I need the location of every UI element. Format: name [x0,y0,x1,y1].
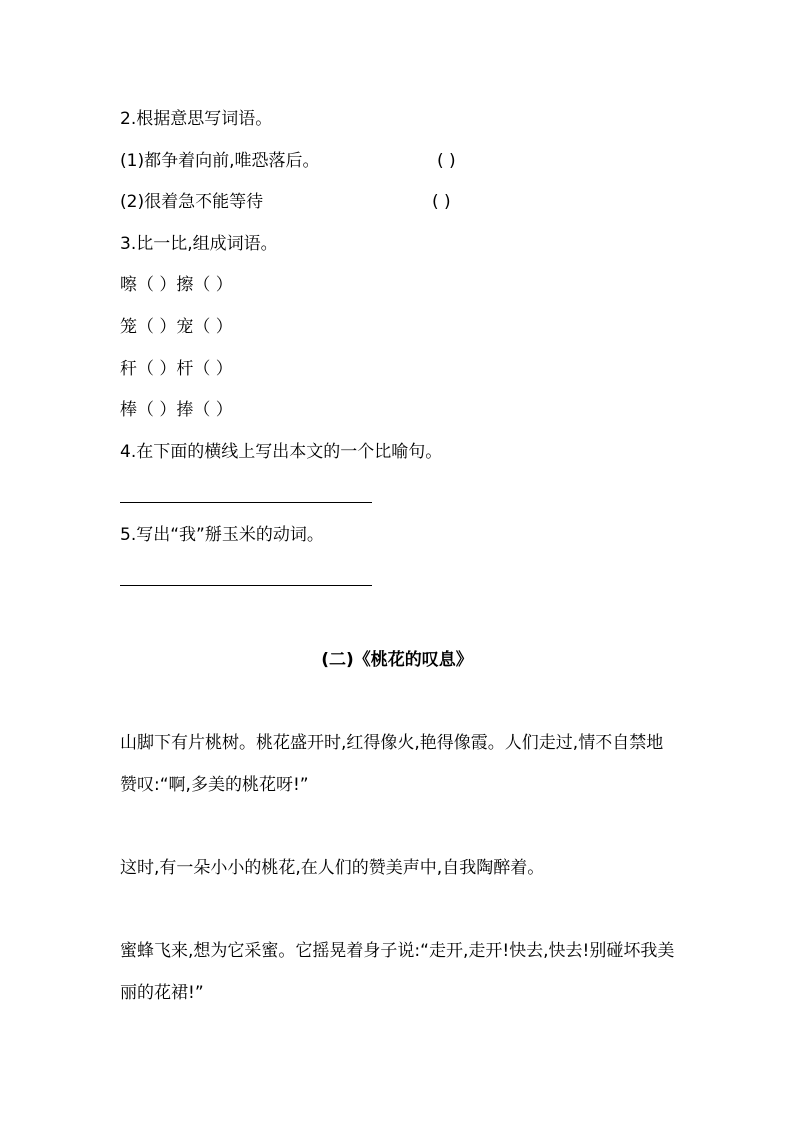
answer-line-5[interactable] [120,585,372,586]
word-pair-row-2: 笼（ ）宠（ ） [120,317,233,337]
question-4-heading: 4.在下面的横线上写出本文的一个比喻句。 [120,442,443,462]
passage-paragraph-2: 这时,有一朵小小的桃花,在人们的赞美声中,自我陶醉着。 [120,858,545,878]
word-pair-row-4: 棒（ ）捧（ ） [120,400,233,420]
question-2-heading: 2.根据意思写词语。 [120,109,273,129]
passage-paragraph-3: 蜜蜂飞来,想为它采蜜。它摇晃着身子说:“走开,走开!快去,快去!别碰坏我美丽的花裙!” [120,941,675,1003]
question-5-heading: 5.写出“我”掰玉米的动词。 [120,525,324,545]
section-title: (二)《桃花的叹息》 [321,650,473,670]
answer-paren-2: ( ) [432,192,451,212]
answer-paren-1: ( ) [437,151,456,171]
question-2-item-2: (2)很着急不能等待 [120,192,264,212]
passage-paragraph-1: 山脚下有片桃树。桃花盛开时,红得像火,艳得像霞。人们走过,情不自禁地赞叹:“啊,多美的桃花呀!” [120,733,664,795]
question-2-item-1: (1)都争着向前,唯恐落后。 [120,151,320,171]
word-pair-row-3: 秆（ ）杆（ ） [120,359,233,379]
word-pair-row-1: 嚓（ ）擦（ ） [120,275,233,295]
question-3-heading: 3.比一比,组成词语。 [120,234,278,254]
answer-line-4[interactable] [120,502,372,503]
